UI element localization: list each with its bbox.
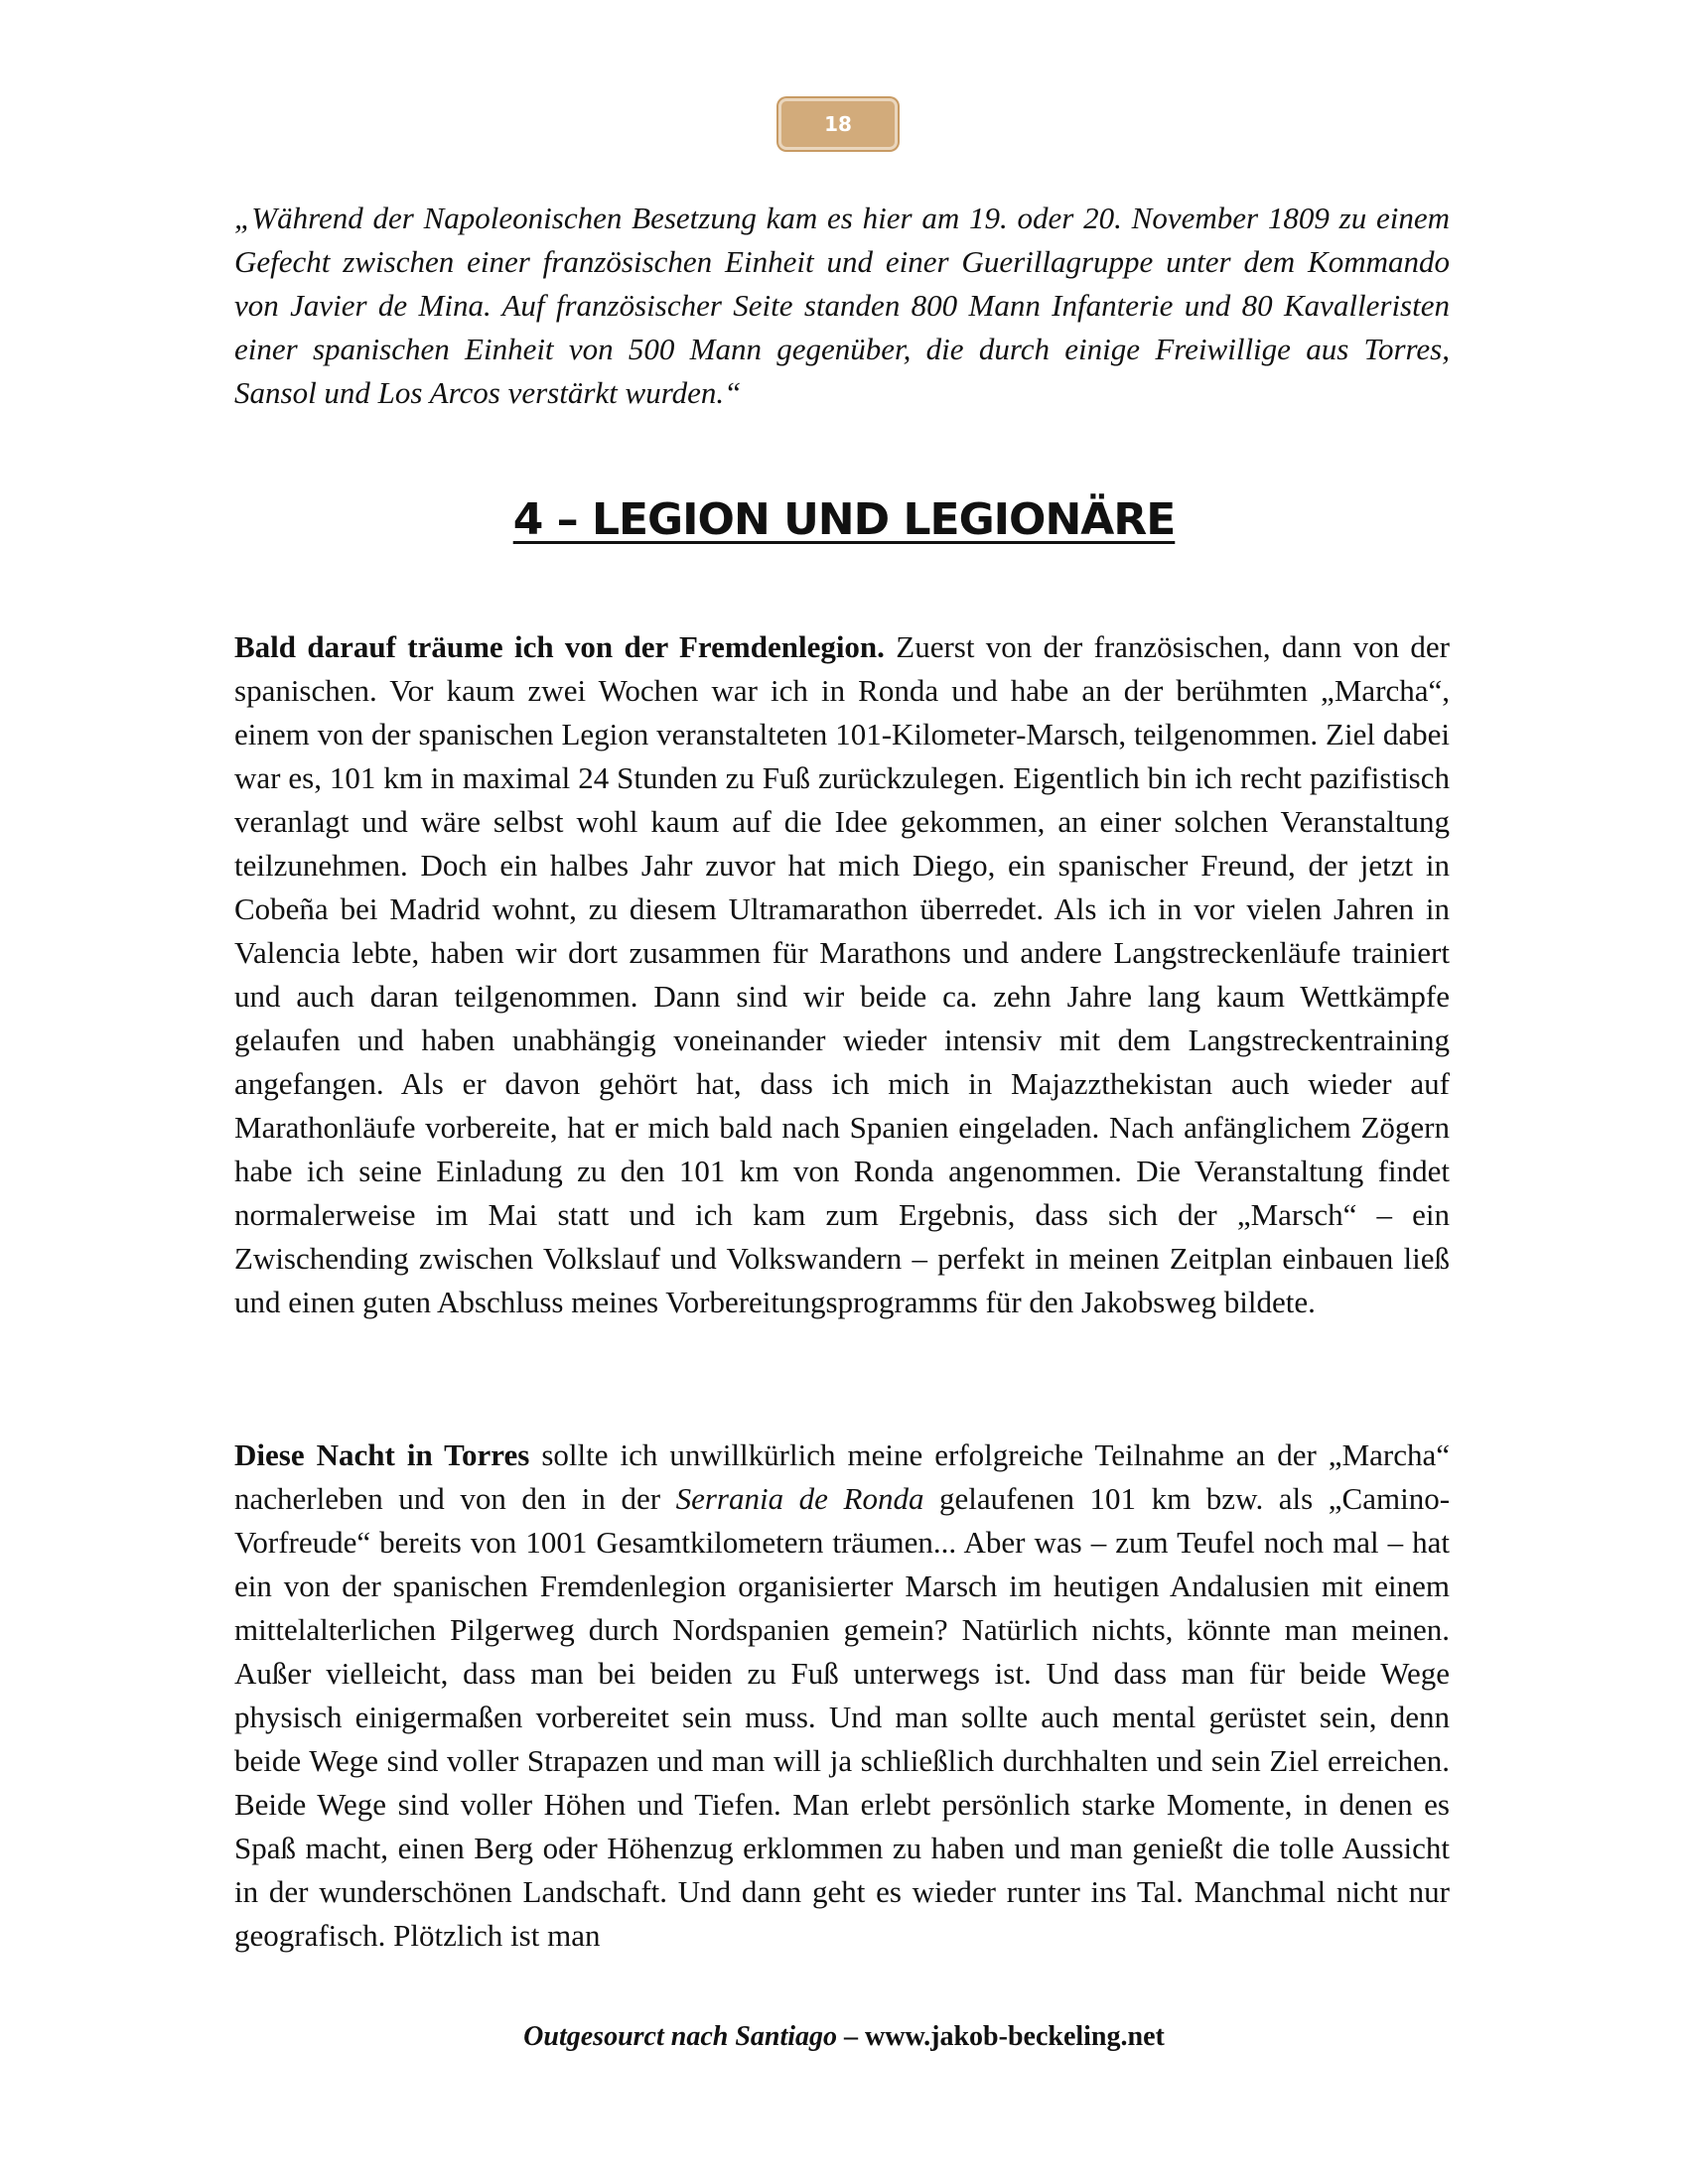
chapter-heading: 4 – LEGION UND LEGIONÄRE bbox=[512, 494, 1176, 545]
paragraph-2-lead: Diese Nacht in Torres bbox=[234, 1437, 530, 1472]
footer-separator: – bbox=[844, 2021, 859, 2052]
paragraph-2-text-a: sollte ich unwillkürlich meine erfolgreiche Teilnahme an der „Marcha“ nacherleben und von den in der bbox=[234, 1437, 1450, 1516]
footer-url: www.jakob-beckeling.net bbox=[865, 2021, 1165, 2052]
page-number: 18 bbox=[824, 112, 852, 136]
page-number-badge bbox=[778, 98, 898, 150]
paragraph-1 bbox=[234, 625, 1450, 1324]
footer-book-title: Outgesourct nach Santiago bbox=[523, 2021, 838, 2052]
page-footer bbox=[0, 2021, 1688, 2053]
paragraph-1-text: Zuerst von der französischen, dann von der spanischen. Vor kaum zwei Wochen war ich in Ronda und habe an der berühmten „Marcha“, einem von der spanischen Legion veranstalteten 101-Kilometer-Marsch, teilgenommen. Ziel dabei war es, 101 km in maximal 24 Stunden zu Fuß zurückzulegen. Eigentlich bin ich recht pazifistisch veranlagt und wäre selbst wohl kaum auf die Idee gekommen, an einer solchen Veranstaltung teilzunehmen. Doch ein halbes Jahr zuvor hat mich Diego, ein spanischer Freund, der jetzt in Cobeña bei Madrid wohnt, zu diesem Ultramarathon überredet. Als ich in vor vielen Jahren in Valencia lebte, haben wir dort zusammen für Marathons und andere Langstreckenläufe trainiert und auch daran teilgenommen. Dann sind wir beide ca. zehn Jahre lang kaum Wettkämpfe gelaufen und haben unabhängig voneinander wieder intensiv mit dem Langstreckentraining angefangen. Als er davon gehört hat, dass ich mich in Majazzthekistan auch wieder auf Marathonläufe vorbereite, hat er mich bald nach Spanien eingeladen. Nach anfänglichem Zögern habe ich seine Einladung zu den 101 km von Ronda angenommen. Die Veranstaltung findet normalerweise im Mai statt und ich kam zum Ergebnis, dass sich der „Marsch“ – ein Zwischending zwischen Volkslauf und Volkswandern – perfekt in meinen Zeitplan einbauen ließ und einen guten Abschluss meines Vorbereitungsprogramms für den Jakobsweg bildete. bbox=[234, 629, 1450, 1319]
paragraph-1-lead: Bald darauf träume ich von der Fremdenlegion. bbox=[234, 629, 885, 664]
paragraph-2 bbox=[234, 1433, 1450, 1958]
quote-text: „Während der Napoleonischen Besetzung kam es hier am 19. oder 20. November 1809 zu einem Gefecht zwischen einer französischen Einheit und einer Guerillagruppe unter dem Kommando von Javier de Mina. Auf französischer Seite standen 800 Mann Infanterie und 80 Kavalleristen einer spanischen Einheit von 500 Mann gegenüber, die durch einige Freiwillige aus Torres, Sansol und Los Arcos verstärkt wurden.“ bbox=[234, 201, 1450, 410]
paragraph-2-text-b: gelaufenen 101 km bzw. als „Camino-Vorfreude“ bereits von 1001 Gesamtkilometern träumen... Aber was – zum Teufel noch mal – hat ein von der spanischen Fremdenlegion organisierter Marsch im heutigen Andalusien mit einem mittelalterlichen Pilgerweg durch Nordspanien gemein? Natürlich nichts, könnte man meinen. Außer vielleicht, dass man bei beiden zu Fuß unterwegs ist. Und dass man für beide Wege physisch einigermaßen vorbereitet sein muss. Und man sollte auch mental gerüstet sein, denn beide Wege sind voller Strapazen und man will ja schließlich durchhalten und sein Ziel erreichen. Beide Wege sind voller Höhen und Tiefen. Man erlebt persönlich starke Momente, in denen es Spaß macht, einen Berg oder Höhenzug erklommen zu haben und man genießt die tolle Aussicht in der wunderschönen Landschaft. Und dann geht es wieder runter ins Tal. Manchmal nicht nur geografisch. Plötzlich ist man bbox=[234, 1481, 1451, 1953]
paragraph-2-place: Serrania de Ronda bbox=[675, 1481, 924, 1516]
quote-block bbox=[234, 197, 1450, 415]
